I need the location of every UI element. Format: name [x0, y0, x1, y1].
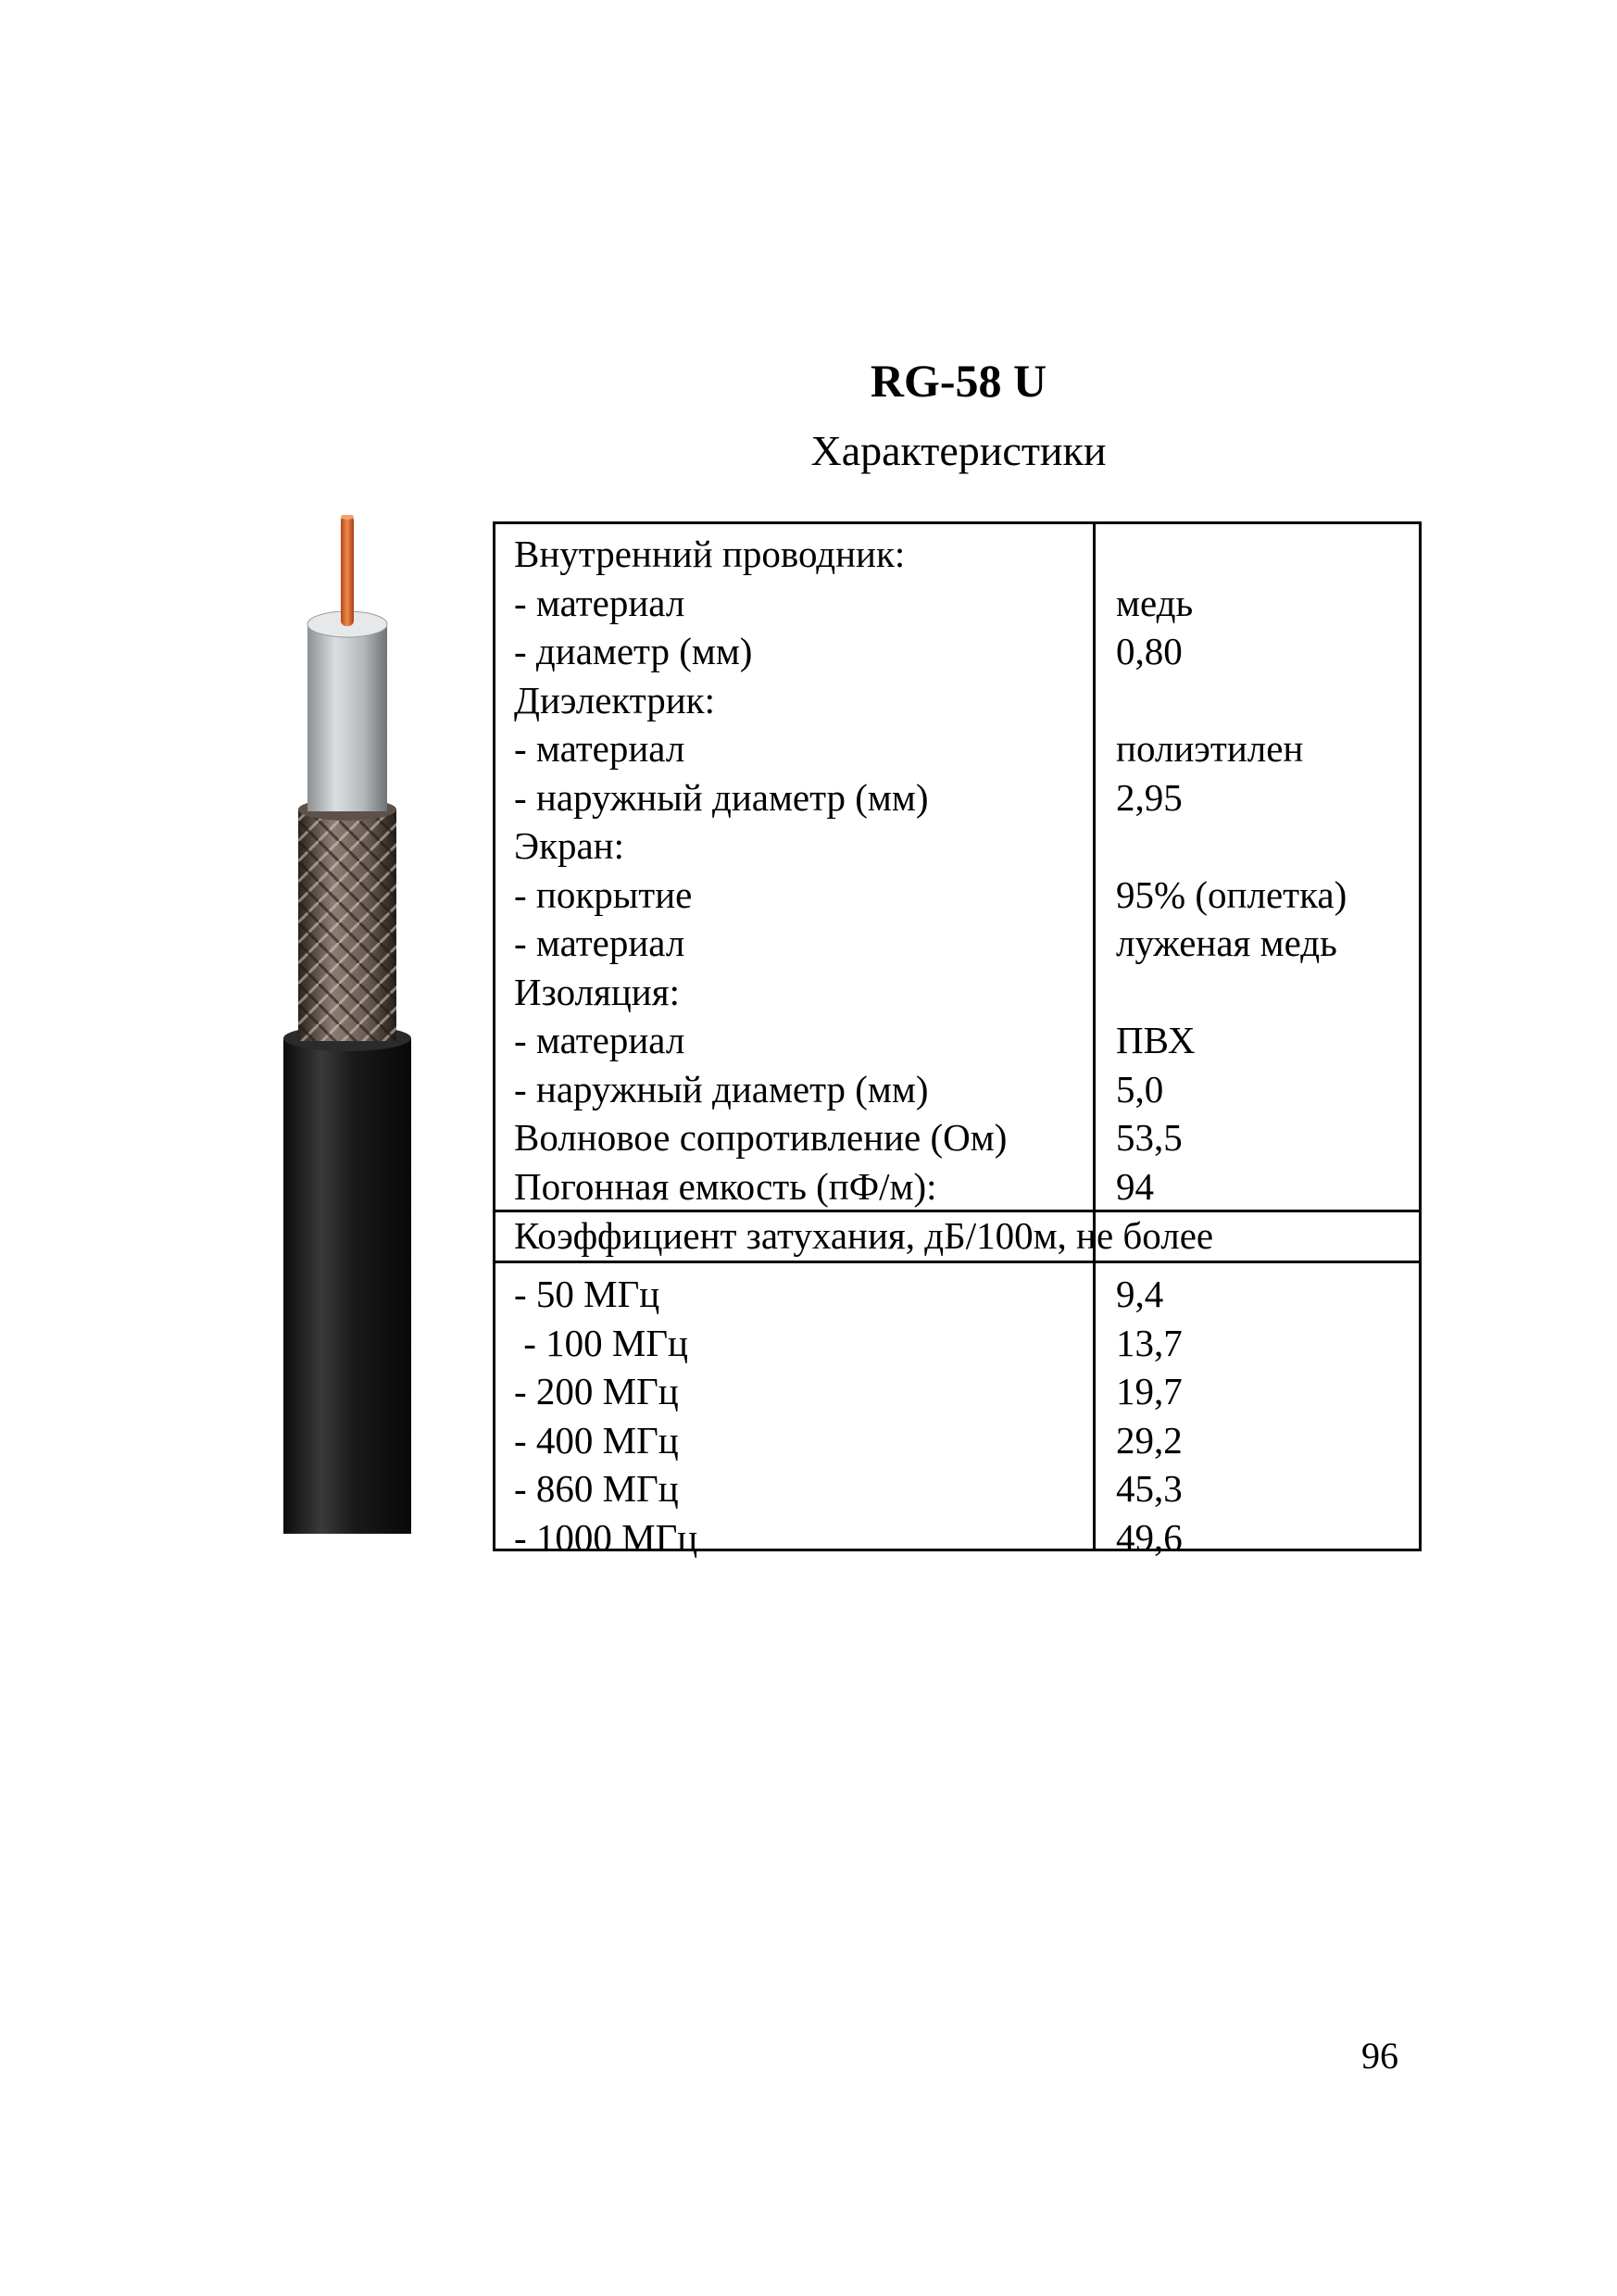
spec-label: - материал: [514, 1019, 685, 1061]
cable-inner-conductor: [341, 515, 354, 626]
spec-label: - наружный диаметр (мм): [514, 1067, 929, 1110]
spec-value: [1116, 968, 1412, 1017]
frequency-label: - 860 МГц: [514, 1467, 679, 1510]
spec-label: - наружный диаметр (мм): [514, 775, 929, 819]
spec-label: - материал: [514, 581, 685, 624]
spec-value: 2,95: [1116, 775, 1183, 819]
spec-label: Экран:: [514, 824, 625, 867]
page-title: RG-58 U: [870, 355, 1047, 407]
spec-value: 95% (оплетка): [1116, 872, 1348, 916]
spec-value: полиэтилен: [1116, 727, 1304, 770]
spec-value: 94: [1116, 1164, 1154, 1208]
spec-value: [1116, 530, 1412, 579]
spec-label: - диаметр (мм): [514, 630, 753, 672]
spec-value: 53,5: [1116, 1116, 1183, 1159]
spec-value: [1116, 822, 1412, 871]
table-column-divider: [1093, 524, 1096, 1549]
attenuation-value: 19,7: [1116, 1370, 1183, 1412]
cable-jacket: [283, 1038, 411, 1534]
frequency-label: - 100 МГц: [514, 1321, 689, 1364]
coax-cable-illustration: [278, 515, 435, 1534]
spec-value: медь: [1116, 581, 1194, 624]
cable-braid-pattern: [298, 809, 396, 1041]
specs-table: [493, 521, 1422, 1559]
spec-value: луженая медь: [1116, 922, 1337, 964]
spec-label: - материал: [514, 922, 685, 964]
spec-label: Изоляция:: [514, 970, 680, 1013]
frequency-label: - 200 МГц: [514, 1370, 679, 1412]
spec-label: Погонная емкость (пФ/м):: [514, 1164, 937, 1208]
spec-value: [1116, 676, 1412, 725]
page-subtitle: Характеристики: [810, 427, 1107, 474]
attenuation-value: 29,2: [1116, 1418, 1183, 1462]
spec-label: Волновое сопротивление (Ом): [514, 1116, 1008, 1159]
frequency-label: - 50 МГц: [514, 1273, 660, 1315]
spec-values: [1116, 530, 1412, 1211]
spec-labels: [514, 530, 1088, 1211]
attenuation-value: 49,6: [1116, 1515, 1183, 1559]
spec-value: 5,0: [1116, 1067, 1164, 1110]
attenuation-labels: [514, 1270, 1088, 1562]
table-row-divider: [495, 1261, 1419, 1263]
spec-label: Внутренний проводник:: [514, 533, 906, 575]
frequency-label: - 400 МГц: [514, 1418, 679, 1462]
spec-label: - материал: [514, 727, 685, 770]
spec-value: ПВХ: [1116, 1019, 1196, 1061]
attenuation-heading: Коэффициент затухания, дБ/100м, не более: [514, 1214, 1214, 1257]
attenuation-value: 45,3: [1116, 1467, 1183, 1510]
attenuation-value: 13,7: [1116, 1321, 1183, 1364]
cable-dielectric: [307, 624, 387, 811]
spec-value: 0,80: [1116, 630, 1183, 672]
spec-label: Диэлектрик:: [514, 678, 715, 721]
page-number: 96: [1361, 2035, 1398, 2076]
frequency-label: - 1000 МГц: [514, 1515, 698, 1559]
attenuation-values: [1116, 1270, 1412, 1562]
attenuation-value: 9,4: [1116, 1273, 1164, 1315]
spec-label: - покрытие: [514, 872, 693, 916]
